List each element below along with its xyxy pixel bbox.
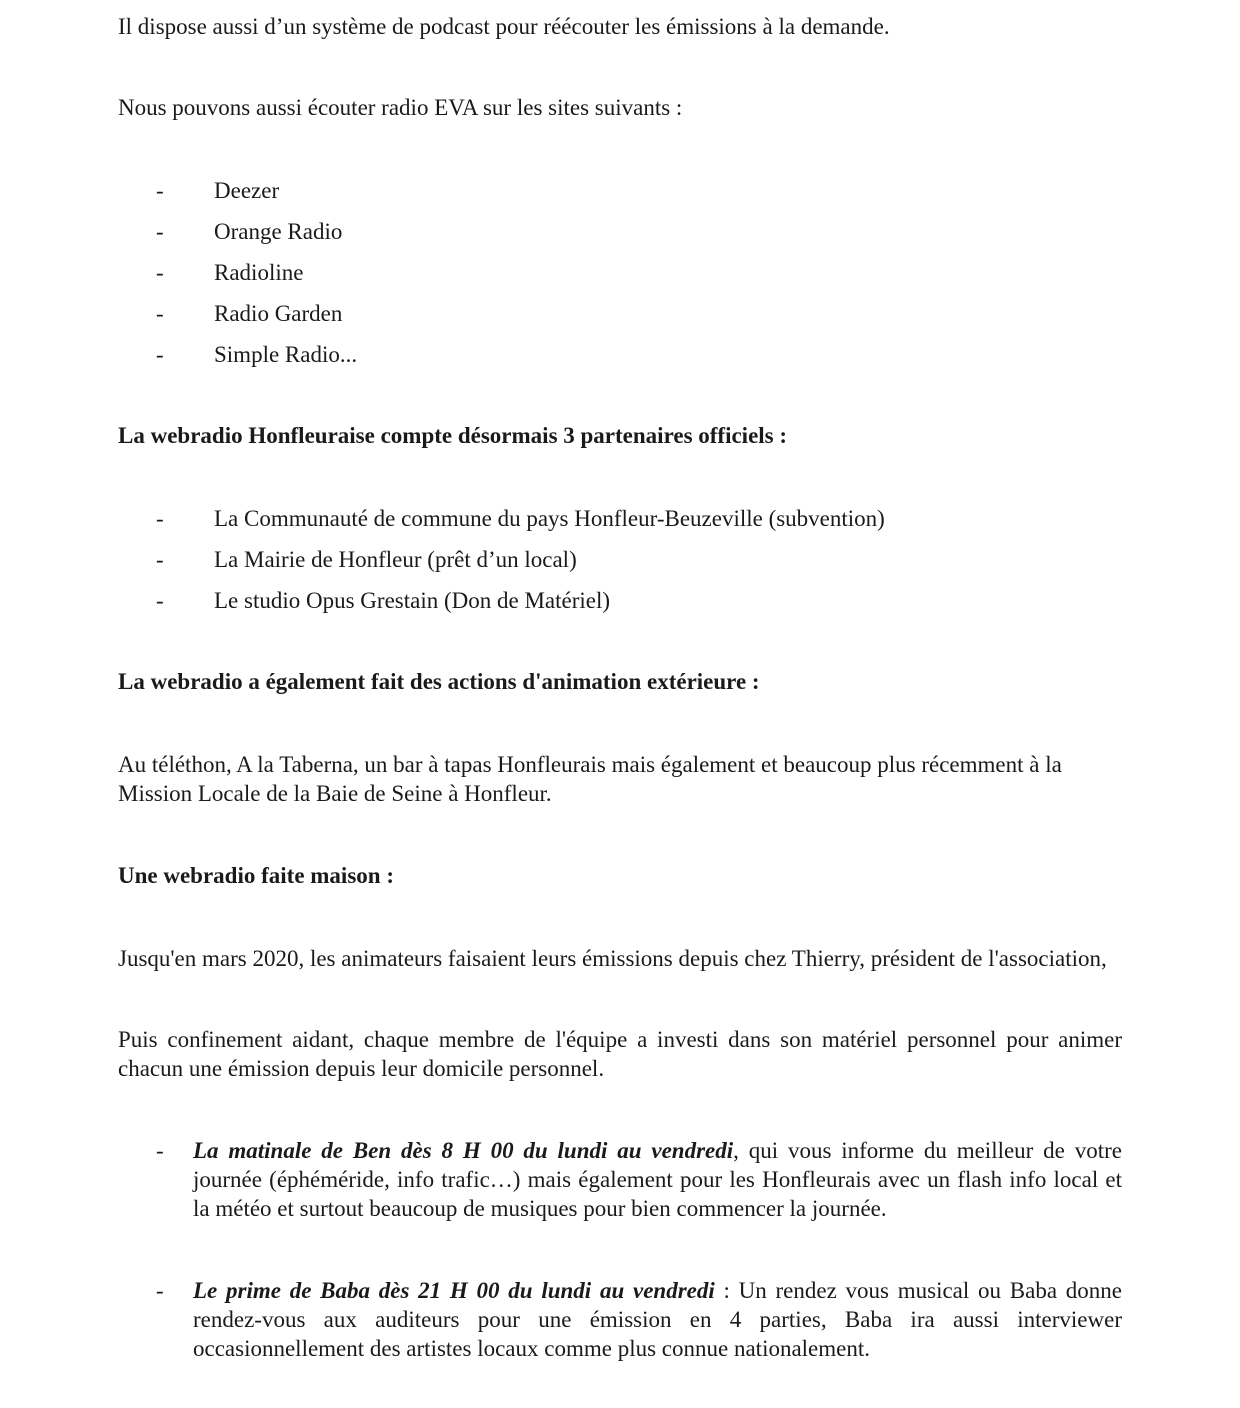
show-description-prime: : Un rendez vous musical ou Baba donne rendez-vous aux auditeurs pour une émission en 4 parties, Baba ira aussi interviewer occasionnellement des artistes locaux comme plus connue nationalement. [193,1278,1122,1361]
list-dash: - [156,1138,164,1163]
homemade-paragraph-1: Jusqu'en mars 2020, les animateurs faisaient leurs émissions depuis chez Thierry, président de l'association, [118,946,1107,971]
list-dash: - [156,178,164,203]
partners-list [118,504,1122,627]
partner-mairie: La Mairie de Honfleur (prêt d’un local) [214,547,577,572]
list-dash: - [156,301,164,326]
site-radioline: Radioline [214,260,304,285]
list-item [118,504,1122,545]
site-simple-radio: Simple Radio... [214,342,358,367]
list-item [118,586,1122,627]
list-item [118,258,1122,299]
list-dash: - [156,342,164,367]
list-dash: - [156,506,164,531]
show-title-matinale: La matinale de Ben dès 8 H 00 du lundi au vendredi [193,1138,734,1163]
partners-heading: La webradio Honfleuraise compte désormais 3 partenaires officiels : [118,423,788,448]
list-dash: - [156,219,164,244]
list-dash: - [156,547,164,572]
list-item [118,176,1122,217]
list-item [118,340,1122,381]
homemade-heading: Une webradio faite maison : [118,863,394,888]
show-title-prime: Le prime de Baba dès 21 H 00 du lundi au vendredi [193,1278,715,1303]
document-page [118,12,1122,1363]
partner-communaute: La Communauté de commune du pays Honfleur-Beuzeville (subvention) [214,506,885,531]
site-radio-garden: Radio Garden [214,301,343,326]
site-deezer: Deezer [214,178,280,203]
site-orange-radio: Orange Radio [214,219,343,244]
list-dash: - [156,588,164,613]
list-item [118,217,1122,258]
actions-paragraph: Au téléthon, A la Taberna, un bar à tapas Honfleurais mais également et beaucoup plus récemment à la Mission Locale de la Baie de Seine à Honfleur. [118,752,1062,806]
list-item [118,1136,1122,1223]
list-item [118,1276,1122,1363]
list-dash: - [156,1278,164,1303]
list-dash: - [156,260,164,285]
sites-intro-paragraph: Nous pouvons aussi écouter radio EVA sur les sites suivants : [118,95,683,120]
homemade-paragraph-2: Puis confinement aidant, chaque membre de l'équipe a investi dans son matériel personnel pour animer chacun une émission depuis leur domicile personnel. [118,1027,1122,1081]
show-description-matinale: , qui vous informe du meilleur de votre journée (éphéméride, info trafic…) mais également pour les Honfleurais avec un flash info local et la météo et surtout beaucoup de musiques pour bien commencer la journée. [193,1138,1122,1221]
list-item [118,545,1122,586]
partner-studio-opus: Le studio Opus Grestain (Don de Matériel) [214,588,611,613]
sites-list [118,176,1122,381]
podcast-paragraph: Il dispose aussi d’un système de podcast pour réécouter les émissions à la demande. [118,14,890,39]
list-item [118,299,1122,340]
actions-heading: La webradio a également fait des actions d'animation extérieure : [118,669,760,694]
shows-list [118,1136,1122,1363]
